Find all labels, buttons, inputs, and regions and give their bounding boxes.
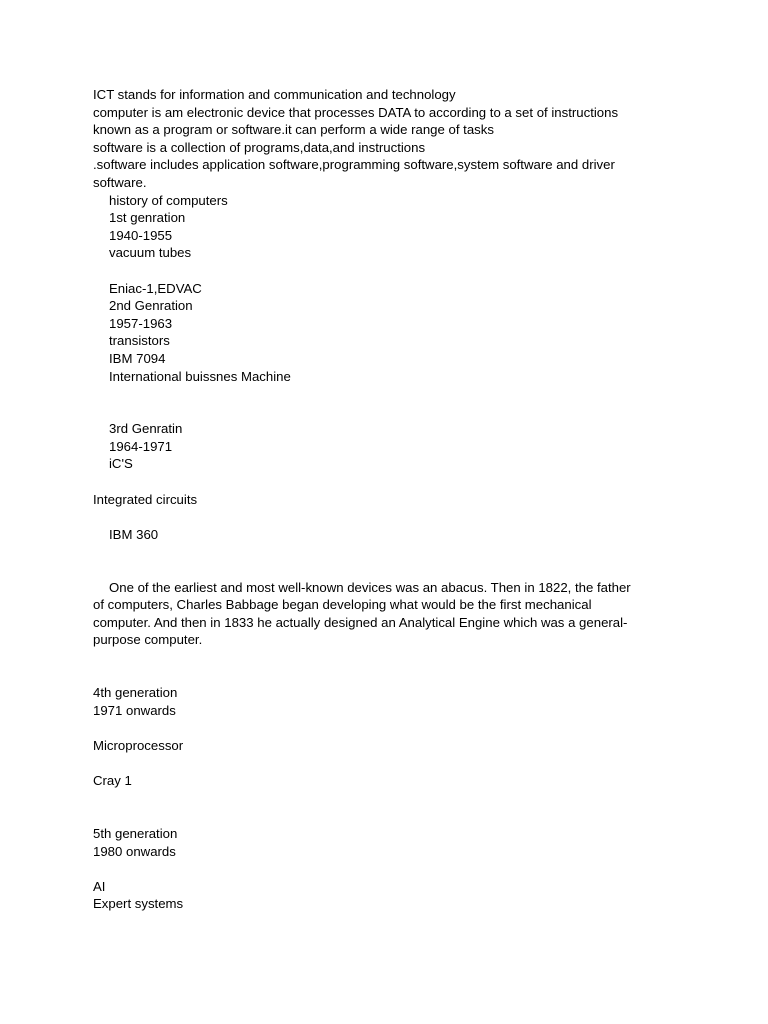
gen2-name: 2nd Genration [109, 298, 193, 314]
document-page [93, 86, 678, 913]
intro-line-3: known as a program or software.it can perform a wide range of tasks [93, 122, 494, 138]
intro-line-5: .software includes application software,programming software,system software and driver [93, 157, 615, 173]
intro-line-2: computer is am electronic device that processes DATA to according to a set of instructions [93, 104, 619, 120]
spacer [93, 790, 678, 808]
gen3-example: IBM 360 [109, 526, 159, 542]
gen4-tech: Microprocessor [93, 737, 184, 753]
intro-line-1: ICT stands for information and communication and technology [93, 87, 456, 102]
gen1-examples: Eniac-1,EDVAC [109, 280, 202, 296]
gen2-expansion: International buissnes Machine [109, 368, 291, 384]
gen4-example: Cray 1 [93, 773, 132, 789]
spacer [93, 561, 678, 579]
abacus-paragraph-line-2: of computers, Charles Babbage began developing what would be the first mechanical [93, 597, 592, 613]
gen1-years: 1940-1955 [109, 227, 173, 243]
spacer [93, 649, 678, 667]
history-heading: history of computers [109, 192, 228, 208]
spacer [93, 262, 678, 280]
gen3-tech-full: Integrated circuits [93, 491, 198, 507]
gen3-tech: iC'S [109, 456, 133, 472]
spacer [93, 508, 678, 526]
abacus-paragraph-line-4: purpose computer. [93, 632, 203, 648]
spacer [93, 755, 678, 773]
spacer [93, 385, 678, 403]
gen3-years: 1964-1971 [109, 438, 173, 454]
spacer [93, 543, 678, 561]
gen5-example: Expert systems [93, 896, 184, 912]
gen2-tech: transistors [109, 333, 170, 349]
gen5-tech: AI [93, 878, 106, 894]
gen3-name: 3rd Genratin [109, 421, 183, 437]
gen5-name: 5th generation [93, 825, 178, 841]
spacer [93, 860, 678, 878]
gen4-name: 4th generation [93, 685, 178, 701]
intro-line-6: software. [93, 174, 147, 190]
gen4-years: 1971 onwards [93, 702, 176, 718]
abacus-paragraph-line-3: computer. And then in 1833 he actually designed an Analytical Engine which was a general- [93, 614, 628, 630]
gen2-example: IBM 7094 [109, 350, 166, 366]
spacer [93, 719, 678, 737]
gen2-years: 1957-1963 [109, 315, 173, 331]
gen1-tech: vacuum tubes [109, 245, 192, 261]
gen5-years: 1980 onwards [93, 843, 176, 859]
spacer [93, 403, 678, 421]
gen1-name: 1st genration [109, 210, 186, 226]
abacus-paragraph-line-1: One of the earliest and most well-known devices was an abacus. Then in 1822, the father [109, 579, 631, 595]
spacer [93, 807, 678, 825]
spacer [93, 667, 678, 685]
spacer [93, 473, 678, 491]
intro-line-4: software is a collection of programs,data,and instructions [93, 139, 426, 155]
